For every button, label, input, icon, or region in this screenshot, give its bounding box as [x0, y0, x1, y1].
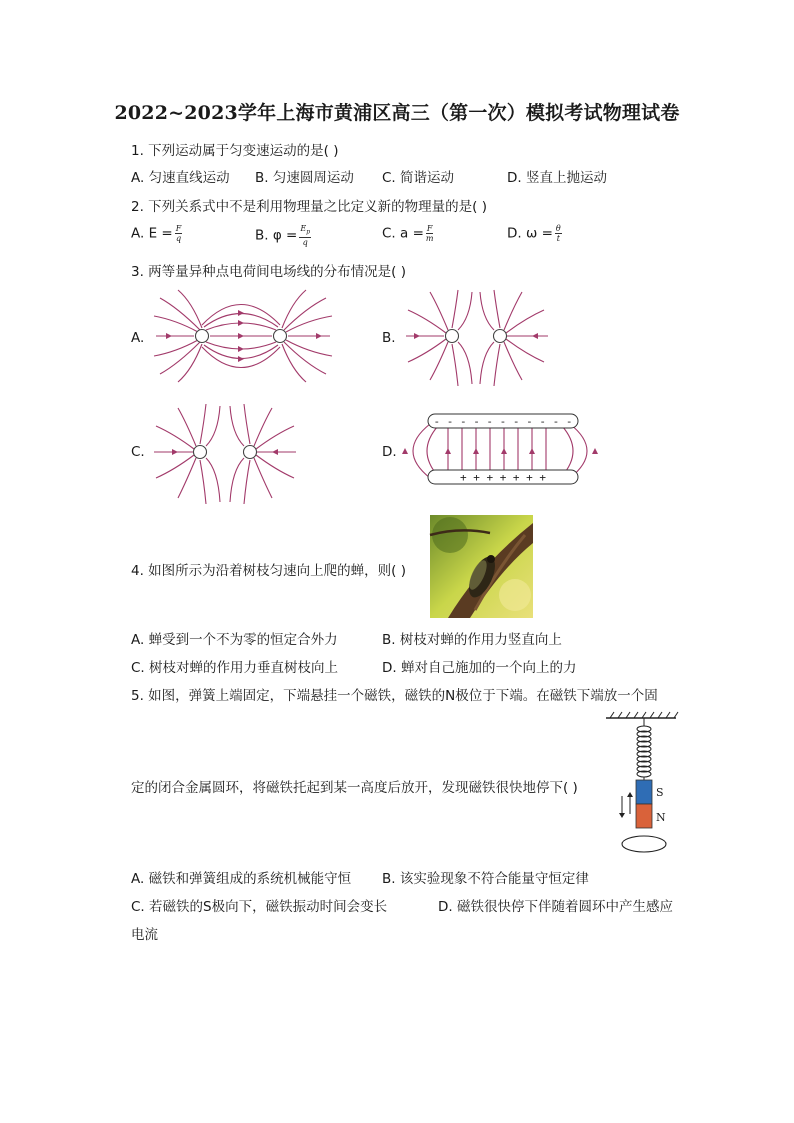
- q4-option-c: C. 树枝对蝉的作用力垂直树枝向上: [131, 660, 339, 676]
- q5-option-d-cont: 电流: [131, 927, 158, 943]
- spring-magnet-diagram: [604, 710, 684, 856]
- q2-option-c: C. a = $\frac{F}{m}$: [382, 224, 434, 243]
- q3-label-c: C.: [131, 444, 145, 460]
- plate-top-signs: - - - - - - - - - - -: [433, 415, 573, 428]
- q1-option-a: A. 匀速直线运动: [131, 170, 230, 186]
- q2-stem: 2. 下列关系式中不是利用物理量之比定义新的物理量的是( ): [131, 199, 487, 215]
- q4-stem: 4. 如图所示为沿着树枝匀速向上爬的蝉，则( ): [131, 563, 406, 579]
- q2-option-d: D. ω = $\frac{\theta}{t}$: [507, 224, 561, 243]
- q2-option-b: B. φ = $\frac{E_p}{q}$: [255, 224, 311, 247]
- q2-option-a: A. E = $\frac{F}{q}$: [131, 224, 182, 243]
- q5-stem-line1: 5. 如图，弹簧上端固定，下端悬挂一个磁铁，磁铁的N极位于下端。在磁铁下端放一个固: [131, 688, 658, 704]
- field-diagram-b: [402, 288, 552, 388]
- plate-bottom-signs: + + + + + + +: [459, 471, 547, 484]
- page-title: 2022~2023学年上海市黄浦区高三（第一次）模拟考试物理试卷: [114, 102, 680, 124]
- q3-label-a: A.: [131, 330, 145, 346]
- q5-option-d: D. 磁铁很快停下伴随着圆环中产生感应: [438, 899, 673, 915]
- q4-option-b: B. 树枝对蝉的作用力竖直向上: [382, 632, 562, 648]
- cicada-photo: [430, 515, 533, 618]
- q5-option-c: C. 若磁铁的S极向下，磁铁振动时间会变长: [131, 899, 388, 915]
- q1-option-b: B. 匀速圆周运动: [255, 170, 354, 186]
- q4-option-d: D. 蝉对自己施加的一个向上的力: [382, 660, 577, 676]
- q1-option-c: C. 简谐运动: [382, 170, 455, 186]
- q4-option-a: A. 蝉受到一个不为零的恒定合外力: [131, 632, 338, 648]
- q3-label-d: D.: [382, 444, 397, 460]
- field-diagram-a: [148, 288, 338, 388]
- q5-option-a: A. 磁铁和弹簧组成的系统机械能守恒: [131, 871, 352, 887]
- magnet-s-label: S: [656, 786, 664, 799]
- q5-stem-line2: 定的闭合金属圆环，将磁铁托起到某一高度后放开，发现磁铁很快地停下( ): [131, 780, 578, 796]
- q5-option-b: B. 该实验现象不符合能量守恒定律: [382, 871, 589, 887]
- q3-stem: 3. 两等量异种点电荷间电场线的分布情况是( ): [131, 264, 406, 280]
- field-diagram-c: [150, 402, 300, 506]
- magnet-n-label: N: [656, 811, 666, 824]
- q3-label-b: B.: [382, 330, 396, 346]
- q1-option-d: D. 竖直上抛运动: [507, 170, 607, 186]
- q1-stem: 1. 下列运动属于匀变速运动的是( ): [131, 143, 339, 159]
- field-diagram-d: [400, 412, 600, 490]
